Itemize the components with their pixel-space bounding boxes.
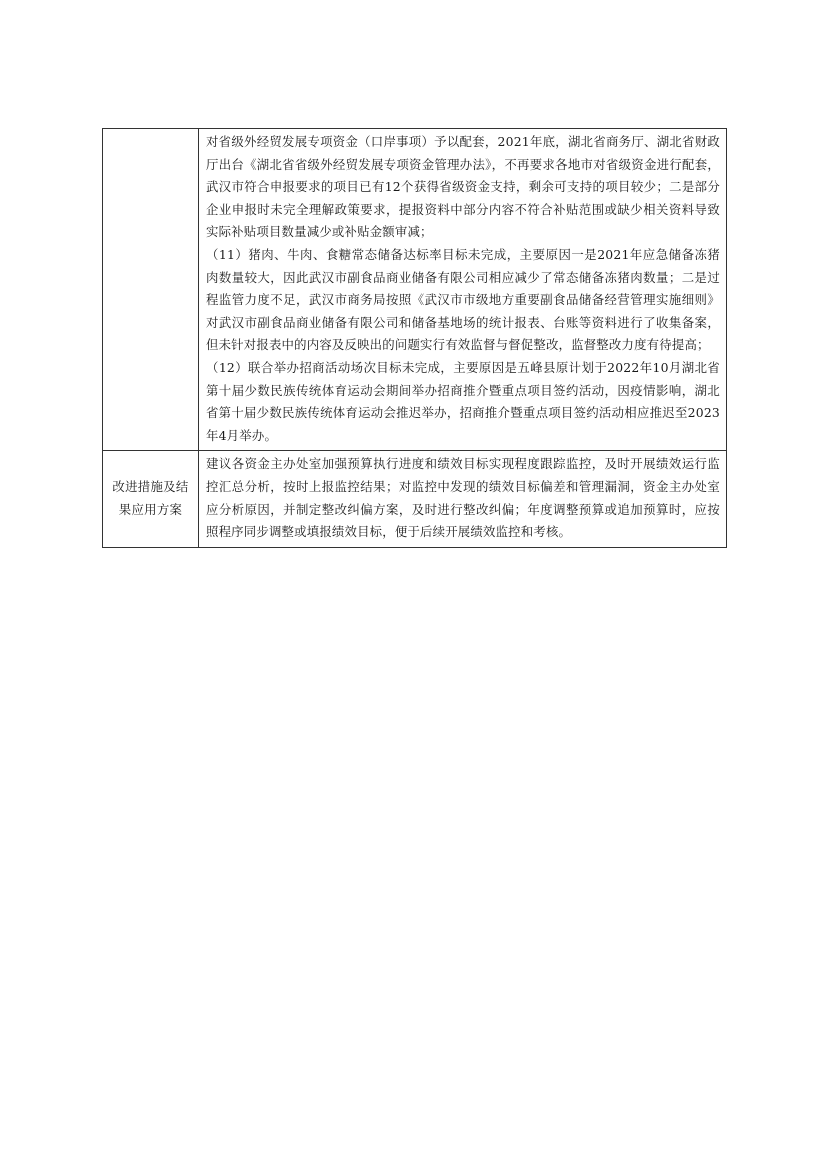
paragraph-improvement-plan: 建议各资金主办处室加强预算执行进度和绩效目标实现程度跟踪监控，及时开展绩效运行监控汇总分析，按时上报监控结果；对监控中发现的绩效目标偏差和管理漏洞，资金主办处室应分析原因，并制定整改纠偏方案，及时进行整改纠偏；年度调整预算或追加预算时，应按照程序同步调整或填报绩效目标，便于后续开展绩效监控和考核。 [206, 456, 720, 540]
row-label-cell-improvement [103, 451, 199, 547]
performance-table [102, 128, 727, 548]
cell-content [199, 451, 726, 546]
paragraph-subsidy-explanation: 对省级外经贸发展专项资金（口岸事项）予以配套，2021年底，湖北省商务厅、湖北省财政厅出台《湖北省省级外经贸发展专项资金管理办法》，不再要求各地市对省级资金进行配套，武汉市符合申报要求的项目已有12个获得省级资金支持，剩余可支持的项目较少；二是部分企业申报时未完全理解政策要求，提报资料中部分内容不符合补贴范围或缺少相关资料导致实际补贴项目数量减少或补贴金额审减； [206, 134, 720, 240]
content-cell-problem-analysis [199, 129, 727, 451]
row-label-improvement: 改进措施及结果应用方案 [112, 479, 189, 517]
table-row-improvement-measures [103, 451, 727, 547]
paragraph-item-11: （11）猪肉、牛肉、食糖常态储备达标率目标未完成，主要原因一是2021年应急储备冻猪肉数量较大，因此武汉市副食品商业储备有限公司相应减少了常态储备冻猪肉数量；二是过程监管力度不足，武汉市商务局按照《武汉市市级地方重要副食品储备经营管理实施细则》对武汉市副食品商业储备有限公司和储备基地场的统计报表、台账等资料进行了收集备案，但未针对报表中的内容及反映出的问题实行有效监督与督促整改，监督整改力度有待提高； [206, 246, 720, 353]
table-row-problem-analysis [103, 129, 727, 451]
cell-content [199, 129, 726, 450]
paragraph-item-12: （12）联合举办招商活动场次目标未完成，主要原因是五峰县原计划于2022年10月湖北省第十届少数民族传统体育运动会期间举办招商推介暨重点项目签约活动，因疫情影响，湖北省第十届少数民族传统体育运动会推迟举办，招商推介暨重点项目签约活动相应推迟至2023年4月举办。 [206, 359, 720, 443]
row-label-cell-empty [103, 129, 199, 451]
content-cell-improvement [199, 451, 727, 547]
